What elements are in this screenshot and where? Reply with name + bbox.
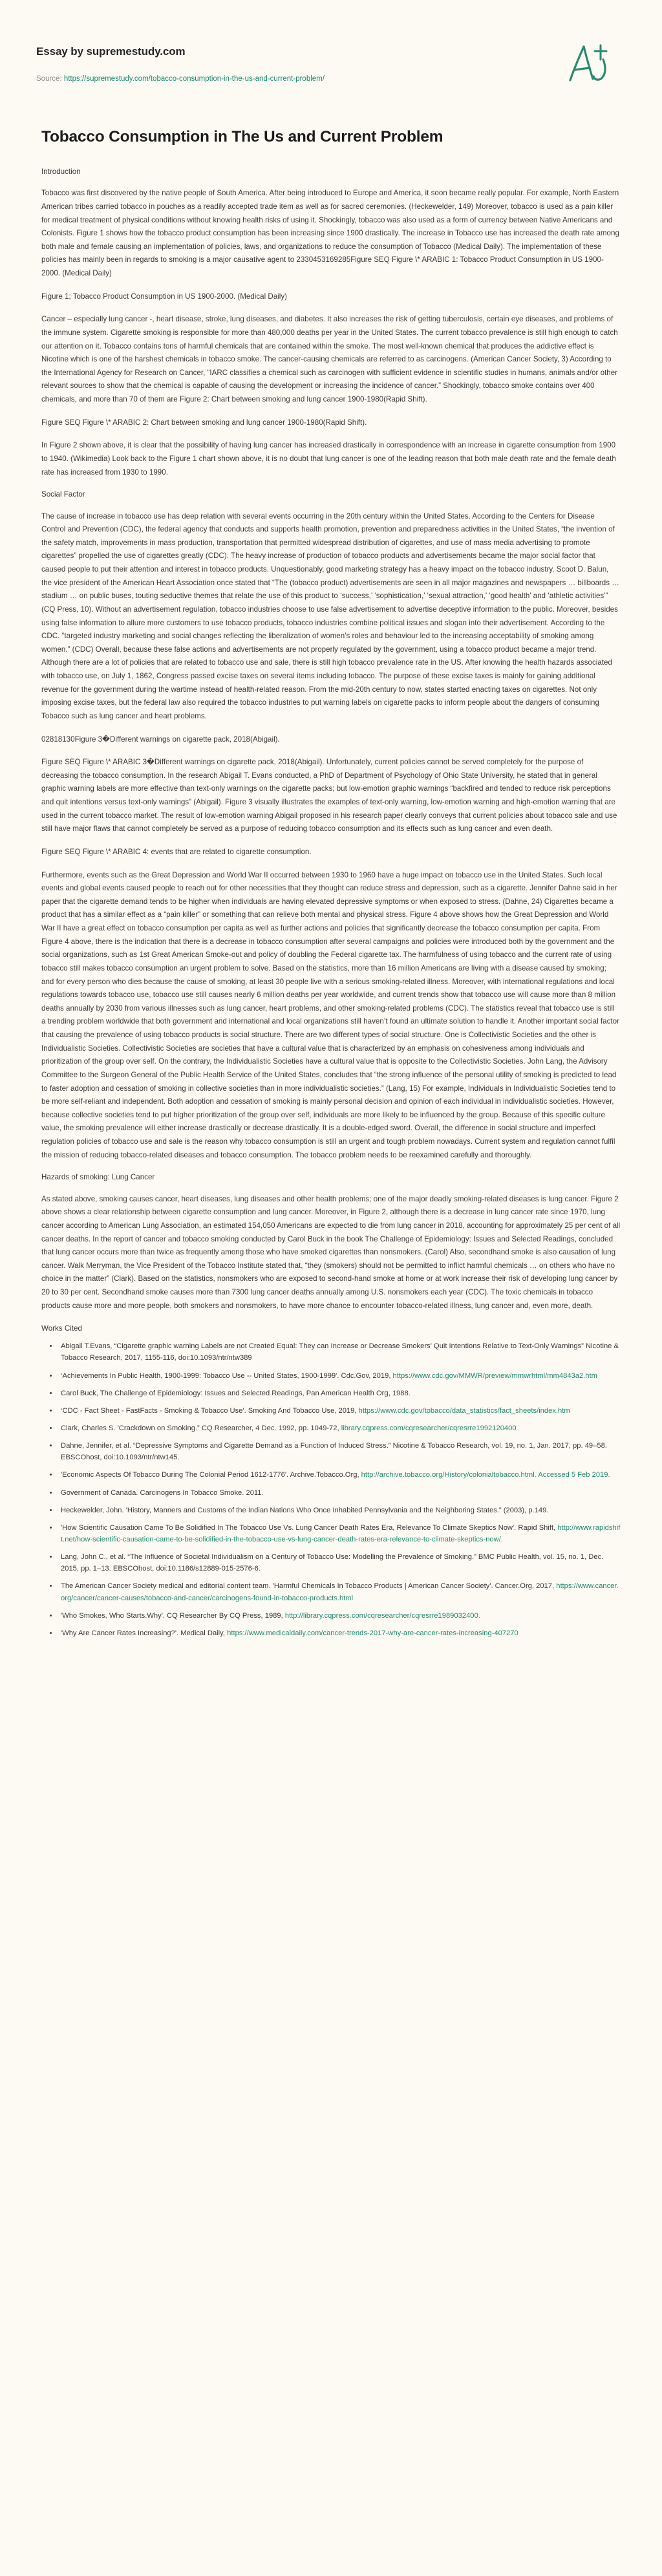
paragraph-social-factor: The cause of increase in tobacco use has deep relation with several events occurring in the 20th century within the United States. According to the Centers for Disease Control and Prevention (CDC), the federal agency that conducts and supports health promotion, prevention and preparedness activities in the United States, “the invention of the safety match, improvements in mass production, transportation that permitted widespread distribution of cigarettes, and use of mass media advertising to promote cigarettes” propelled the use of cigarettes greatly (CDC). The heavy increase of production of tobacco products and advertisements became the major social factor that caused people to put their attention and interest in tobacco products. Unquestionably, good marketing strategy has a heavy impact on the tobacco industry. Scoot D. Balun, the vice president of the American Heart Association once stated that “The (tobacco product) advertisements are seen in all major magazines and newspapers … billboards … stadium … on public buses, touting seductive themes that relate the use of this product to ‘success,’ ‘sophistication,’ ‘sexual attraction,’ ‘good health’ and ‘athletic activities’” (CQ Press, 10). Without an advertisement regulation, tobacco industries choose to use false advertisement to advertise deceptive information to the public. Moreover, besides using false information to allure more customers to use tobacco products, tobacco industries combine political issues and slogan into their advertisement. According to the CDC. “targeted industry marketing and social changes reflecting the liberalization of women’s roles and behaviour led to the increasing acceptability of smoking among women.” (CDC) Overall, because these false actions and advertisements are not properly regulated by the government, using a tobacco product became a major trend. Although there are a lot of policies that are related to tobacco use and sale, there is still high tobacco prevalence rate in the US. After knowing the health hazards associated with tobacco use, on July 1, 1862, Congress passed excise taxes on several items including tobacco. The purpose of these excise taxes is mainly for gaining additional revenue for the government during the wartime instead of health-related reason. From the mid-20th century to now, states started enacting taxes on cigarettes. Not only imposing excise taxes, but the federal law also required the tobacco industries to put warning labels on cigarette packs to inform people about the dangers of consuming Tobacco such as lung cancer and heart problems. <box>41 511 619 720</box>
brand-block <box>36 45 325 83</box>
paragraph-figure3-discussion: Figure SEQ Figure \* ARABIC 3�Different warnings on cigarette pack, 2018(Abigail). Unfortunately, current policies cannot be served completely for the purpose of decreasing the tobacco consumption. In the research Abigail T. Evans conducted, a PhD of Department of Psychology of Ohio State University, he stated that in general graphic warning labels are more effective than text-only warnings on the cigarette packs; but low-emotion graphic warnings “backfired and tended to reduce risk perceptions and quit intentions versus text-only warnings” (Abigail). Figure 3 visually illustrates the examples of text-only warning, low-emotion warning and high-emotion warning that are used in the current tobacco market. The result of low-emotion warning Abigail proposed in his research paper clearly conveys that current policies about tobacco sale and use still have major flaws that cannot completely be served as a purpose of reducing tobacco consumption and its effects such as lung cancer and even death. <box>41 758 617 833</box>
works-cited-item <box>58 1440 621 1463</box>
source-label: Source: <box>36 75 62 83</box>
citation-link[interactable]: https://www.cdc.gov/MMWR/preview/mmwrhtml/mm4843a2.htm <box>392 1371 597 1380</box>
citation-text: 'Who Smokes, Who Starts.Why'. CQ Researcher By CQ Press, 1989, <box>61 1611 285 1620</box>
works-cited-item <box>58 1422 621 1434</box>
figure-3-inline-caption: 02818130Figure 3�Different warnings on cigarette pack, 2018(Abigail). <box>41 735 280 744</box>
citation-link[interactable]: library.cqpress.com/cqresearcher/cqresrre1992120400 <box>341 1424 517 1432</box>
paragraph-hazards: As stated above, smoking causes cancer, heart diseases, lung diseases and other health problems; one of the major deadly smoking-related diseases is lung cancer. Figure 2 above shows a clear relationship between cigarette consumption and lung cancer. Moreover, in Figure 2, although there is a decrease in lung cancer rate since 1970, lung cancer according to American Lung Association, an estimated 154,050 Americans are expected to die from lung cancer in 2018, accounting for approximately 25 per cent of all cancer deaths. In the report of cancer and tobacco smoking conducted by Carol Buck in the book The Challenge of Epidemiology: Issues and Selected Readings, concluded that lung cancer occurs more than twice as frequently among those who have smoked cigarettes than nonsmokers. (Carol) Also, secondhand smoke is also causation of lung cancer. Walk Merryman, the Vice President of the Tobacco Institute stated that, “they (smokers) should not be permitted to inflict harmful chemicals … on others who have no choice in the matter” (Clark). Based on the statistics, nonsmokers who are exposed to second-hand smoke at home or at work increase their risk of developing lung cancer by 20 to 30 per cent. Secondhand smoke causes more than 7300 lung cancer deaths annually among U.S. nonsmokers each year (CDC). The toxic chemicals in tobacco products cause more and more people, both smokers and nonsmokers, to have more chance to encounter tobacco-related illness, lung cancer and, even more, death. <box>41 1194 621 1310</box>
citation-link[interactable]: https://www.medicaldaily.com/cancer-trends-2017-why-are-cancer-rates-increasing-407270 <box>227 1629 518 1637</box>
paragraph-events: Furthermore, events such as the Great Depression and World War II occurred between 1930 to 1960 have a huge impact on tobacco use in the United States. Such local events and global events caused people to reach out for other necessities that they thought can reduce stress and depression, such as a cigarette. Jennifer Dahne said in her paper that the cigarette demand tends to be higher when individuals are having elevated depressive symptoms or when exposed to stress. (Dahne, 24) Cigarettes became a product that has a similar effect as a “pain killer” or something that can relieve both mental and physical stress. Figure 4 above shows how the Great Depression and World War II have a great effect on tobacco consumption per capita as well as further actions and policies that significantly decrease the tobacco consumption per capita. From Figure 4 above, there is the indication that there is a decrease in tobacco consumption after several campaigns and policies were introduced both by the government and the social organizations, such as 1st Great American Smoke-out and policy of doubling the Federal cigarette tax. The harmfulness of using tobacco and the current rate of using tobacco still makes tobacco consumption an urgent problem to solve. Based on the statistics, more than 16 million Americans are living with a disease caused by smoking; and for every person who dies because the cause of smoking, at least 30 people live with a serious smoking-related illness. Moreover, with international regulations and local regulations towards tobacco use, tobacco use still causes nearly 6 million deaths per year worldwide, and current trends show that tobacco use will cause more than 8 million deaths annually by 2030 from various illnesses such as lung cancer, heart problems, and other smoking-related problems (CDC). The statistics reveal that tobacco use is still a trending problem worldwide that both government and international and local organizations still haven’t found an ultimate solution to handle it. Another important social factor that causing the prevalence of using tobacco products is social structure. There are two different types of social structure. One is Collectivistic Societies and the other is Individualistic Societies. Collectivistic Societies are societies that have a cultural value that is characterized by an emphasis on cohesiveness among individuals and prioritization of the group over self. On the contrary, the Individualistic Societies have a cultural value that is opposite to the Collectivistic Societies. John Lang, the Advisory Committee to the Surgeon General of the Public Health Service of the United States, concludes that “the strong influence of the personal utility of smoking is predicted to lead to faster adoption and cessation of smoking in collective societies than in more individualistic societies.” (Lang, 15) For example, Individuals in Individualistic Societies tend to be more self-reliant and independent. Both adoption and cessation of smoking is mainly personal decision and opinion of each individual in individualistic societies. However, because collective societies tend to put higher prioritization of the group over self, individuals are more likely to be influenced by the group. Because of this specific culture value, the smoking prevalence will either increase drastically or decrease drastically. It is a double-edged sword. Overall, the difference in social structure and imperfect regulation policies of tobacco use and sale is the reason why tobacco consumption is still an urgent and tough problem nowadays. Current system and regulation cannot fulfil the mission of reducing tobacco-related diseases and tobacco consumption. The tobacco problem needs to be reexamined carefully and thoroughly. <box>41 870 619 1159</box>
citation-text: Abigail T.Evans, “Cigarette graphic warning Labels are not Created Equal: They can Increase or Decrease Smokers' Quit Intentions Relative to Text-Only Warnings” Nicotine & Tobacco Research, 2017, 1155-116, doi:10.1093/ntr/ntw389 <box>61 1342 619 1362</box>
paragraph-figure2-discussion: In Figure 2 shown above, it is clear that the possibility of having lung cancer has increased drastically in correspondence with an increase in cigarette consumption from 1900 to 1940. (Wikimedia) Look back to the Figure 1 chart shown above, it is no doubt that lung cancer is one of the leading reason that both male death rate and the female death rate has increased from 1930 to 1990. <box>41 441 616 477</box>
heading-hazards: Hazards of smoking: Lung Cancer <box>41 1173 155 1182</box>
site-header <box>0 0 662 105</box>
works-cited-item <box>58 1469 621 1481</box>
works-cited-item <box>58 1388 621 1399</box>
works-cited-item <box>58 1340 621 1364</box>
figure-2-caption: Figure SEQ Figure \* ARABIC 2: Chart between smoking and lung cancer 1900-1980(Rapid Shift). <box>41 418 367 427</box>
citation-text: Dahne, Jennifer, et al. “Depressive Symptoms and Cigarette Demand as a Function of Induced Stress.” Nicotine & Tobacco Research, vol. 19, no. 1, Jan. 2017, pp. 49–58. EBSCOhost, doi:10.1093/ntr/ntw145. <box>61 1442 607 1462</box>
citation-text: Carol Buck, The Challenge of Epidemiology: Issues and Selected Readings, Pan American Health Org, 1988. <box>61 1389 411 1397</box>
citation-text: 'Economic Aspects Of Tobacco During The Colonial Period 1612-1776'. Archive.Tobacco.Org, <box>61 1471 361 1479</box>
heading-introduction: Introduction <box>41 167 81 176</box>
paragraph-cancer: Cancer – especially lung cancer -, heart disease, stroke, lung diseases, and diabetes. It also increases the risk of getting tuberculosis, certain eye diseases, and problems of the immune system. Cigarette smoking is responsible for more than 480,000 deaths per year in the United States. The current tobacco prevalence is still high enough to catch our attention on it. Tobacco contains tons of harmful chemicals that are contained within the smoke. The most well-known chemical that produces the addictive effect is Nicotine which is one of the harshest chemicals in tobacco smoke. The cancer-causing chemicals are referred to as carcinogens. (American Cancer Society, 3) According to the International Agency for Research on Cancer, “IARC classifies a chemical such as carcinogen with sufficient evidence in scientific studies in humans, animals and/or other relevant sources to show that the chemical is capable of causing the development or increasing the incidence of cancer.” Shockingly, tobacco smoke contains over 400 chemicals, and more than 70 of them are Figure 2: Chart between smoking and lung cancer 1900-1980(Rapid Shift). <box>41 315 618 404</box>
works-cited-item <box>58 1627 621 1639</box>
citation-text: 'How Scientific Causation Came To Be Solidified In The Tobacco Use Vs. Lung Cancer Death Rates Era, Relevance To Climate Skeptics Now'. Rapid Shift, <box>61 1523 558 1532</box>
works-cited-item <box>58 1370 621 1382</box>
a-plus-logo-icon <box>565 40 613 88</box>
source-line <box>36 75 325 83</box>
heading-works-cited: Works Cited <box>41 1324 82 1333</box>
citation-text: ‘Achievements In Public Health, 1900-1999: Tobacco Use -- United States, 1900-1999'. Cdc.Gov, 2019, <box>61 1371 393 1380</box>
works-cited-item <box>58 1522 621 1545</box>
citation-text: Lang, John C., et al. “The Influence of Societal Individualism on a Century of Tobacco Use: Modelling the Prevalence of Smoking.” BMC Public Health, vol. 15, no. 1, Dec. 2015, pp. 1–13. EBSCOhost, doi:10.1186/s12889-015-2576-6. <box>61 1553 604 1573</box>
works-cited-item <box>58 1580 621 1604</box>
citation-text: ‘CDC - Fact Sheet - FastFacts - Smoking & Tobacco Use'. Smoking And Tobacco Use, 2019, <box>61 1406 359 1415</box>
works-cited-item <box>58 1487 621 1499</box>
citation-text: Government of Canada. Carcinogens In Tobacco Smoke. 2011. <box>61 1488 264 1497</box>
citation-text: Clark, Charles S. 'Crackdown on Smoking.” CQ Researcher, 4 Dec. 1992, pp. 1049-72, <box>61 1424 341 1432</box>
citation-link[interactable]: https://www.cancer.org/cancer/cancer-causes/tobacco-and-cancer/carcinogens-found-in-tobacco-products.html <box>61 1582 619 1602</box>
works-cited-item <box>58 1551 621 1574</box>
figure-4-caption: Figure SEQ Figure \* ARABIC 4: events that are related to cigarette consumption. <box>41 847 312 856</box>
citation-link[interactable]: http://archive.tobacco.org/History/colonialtobacco.html. Accessed 5 Feb 2019. <box>361 1471 610 1479</box>
document-body <box>0 105 662 1671</box>
works-cited-item <box>58 1610 621 1622</box>
paragraph-intro: Tobacco was first discovered by the native people of South America. After being introduced to Europe and America, it soon became really popular. For example, North Eastern American tribes carried tobacco in pouches as a readily accepted trade item as well as for sacred ceremonies. (Heckewelder, 149) Moreover, tobacco is used as a pain killer for medical treatment of physical conditions without knowing health risks of using it. Shockingly, tobacco was also used as a form of currency between Native Americans and Colonists. Figure 1 shows how the tobacco product consumption has been increasing since 1900 drastically. The increase in Tobacco use has increased the death rate among both male and female causing an implementation of policies, laws, and organizations to reduce the consumption of Tobacco (Medical Daily). The implementation of these policies has mainly been in regards to smoking is a major causative agent to 2330453169285Figure SEQ Figure \* ARABIC 1: Tobacco Product Consumption in US 1900-2000. (Medical Daily) <box>41 189 619 278</box>
citation-link[interactable]: https://www.cdc.gov/tobacco/data_statistics/fact_sheets/index.htm <box>358 1406 570 1415</box>
citation-text: Heckewelder, John. 'History, Manners and Customs of the Indian Nations Who Once Inhabited Pennsylvania and the Neighboring States.” (2003), p.149. <box>61 1506 549 1514</box>
works-cited-item <box>58 1405 621 1417</box>
figure-1-caption: Figure 1; Tobacco Product Consumption in US 1900-2000. (Medical Daily) <box>41 292 287 301</box>
citation-text: The American Cancer Society medical and editorial content team. 'Harmful Chemicals In Tobacco Products | American Cancer Society'. Cancer.Org, 2017, <box>61 1582 557 1591</box>
heading-social-factor: Social Factor <box>41 490 85 499</box>
citation-link[interactable]: http://library.cqpress.com/cqresearcher/cqresrre1989032400. <box>284 1611 480 1620</box>
source-url-link[interactable]: https://supremestudy.com/tobacco-consumption-in-the-us-and-current-problem/ <box>63 75 325 83</box>
works-cited-item <box>58 1505 621 1516</box>
page-title: Tobacco Consumption in The Us and Current Problem <box>41 128 443 145</box>
brand-title: Essay by supremestudy.com <box>36 45 186 58</box>
citation-link[interactable]: http://www.rapidshift.net/how-scientific-causation-came-to-be-solidified-in-the-tobacco-use-vs-lung-cancer-death-rates-era-relevance-to-climate-skeptics-now/. <box>61 1523 621 1543</box>
citation-text: 'Why Are Cancer Rates Increasing?'. Medical Daily, <box>61 1629 228 1637</box>
works-cited-list <box>41 1340 621 1639</box>
